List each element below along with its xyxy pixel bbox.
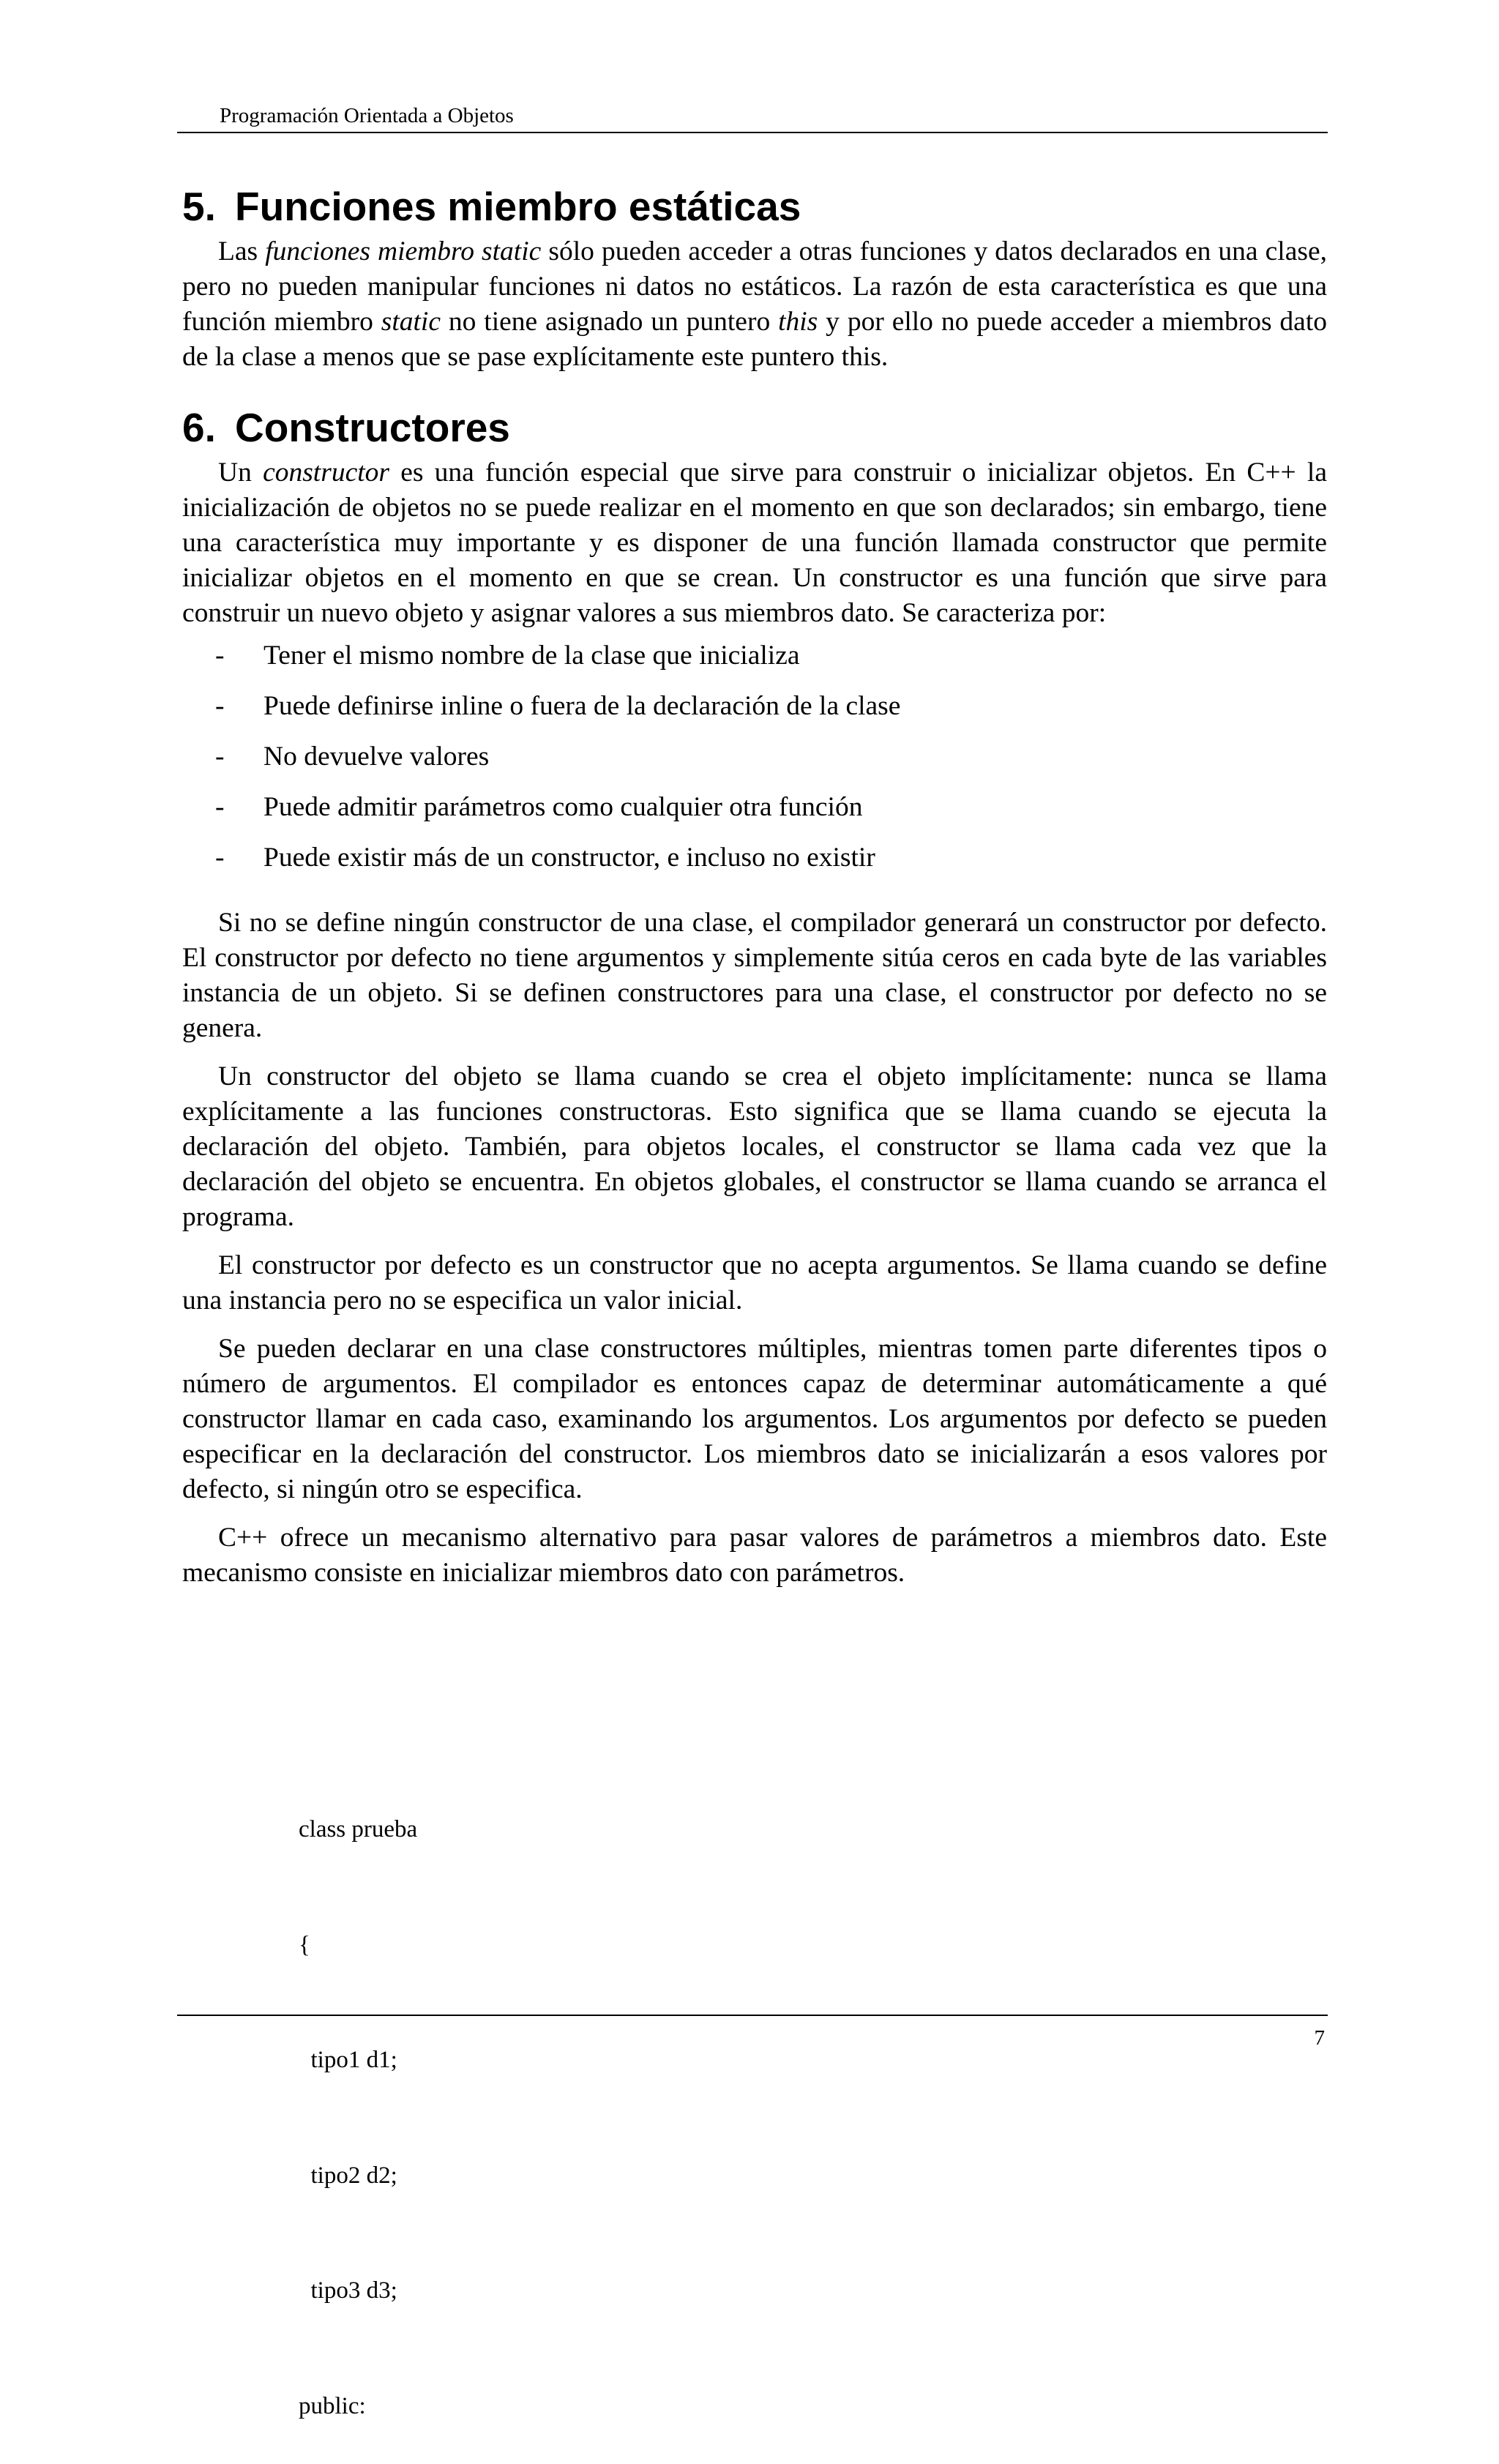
code-line: { [299,1931,310,1958]
running-header [177,102,1328,133]
list-item-text: Puede admitir parámetros como cualquier otra función [263,792,863,822]
list-item [182,638,1327,689]
body-paragraph: Si no se define ningún constructor de una clase, el compilador generará un constructor por defecto. El constructor por defecto no tiene argumentos y simplemente sitúa ceros en cada byte de las variables instancia de un objeto. Si se definen constructores para una clase, el constructor por defecto no se genera. [182,908,1327,1043]
code-line: public: [299,2392,366,2419]
page-number: 7 [1314,2026,1325,2050]
bullet-dash: - [215,792,225,822]
text-run: y por ello no puede acceder a miembros dato de la clase a menos que se pase explícitamente este puntero this. [182,307,1327,372]
list-item [182,689,1327,739]
section-5-paragraph [182,234,1327,375]
section-5-heading [182,183,1327,230]
section-6-title: Constructores [235,405,510,450]
list-item [182,840,1327,891]
emphasis-term: this [778,307,818,337]
text-run: Las [218,236,266,266]
list-item-text: Puede definirse inline o fuera de la declaración de la clase [263,691,901,721]
page-content [182,183,1327,1591]
bullet-dash: - [215,691,225,721]
text-run: es una función especial que sirve para construir o inicializar objetos. En C++ la inicialización de objetos no se puede realizar en el momento en que son declarados; sin embargo, tiene una característica muy importante y es disponer de una función llamada constructor que permite inicializar objetos en el momento en que se crean. Un constructor es una función que sirve para construir un nuevo objeto y asignar valores a sus miembros dato. Se caracteriza por: [182,458,1327,628]
bullet-dash: - [215,742,225,772]
emphasis-term: static [381,307,441,337]
text-run: sólo pueden acceder a otras funciones y datos declarados en una clase, pero no pueden manipular funciones ni datos no estáticos. La razón de esta característica es que una función miembro [182,236,1327,337]
running-title: Programación Orientada a Objetos [220,104,514,127]
body-paragraph: Un constructor del objeto se llama cuando se crea el objeto implícitamente: nunca se llama explícitamente a las funciones constructoras. Esto significa que se llama cuando se ejecuta la declaración del objeto. También, para objetos locales, el constructor se llama cada vez que la declaración del objeto se encuentra. En objetos globales, el constructor se llama cuando se arranca el programa. [182,1061,1327,1232]
code-line: tipo3 d3; [299,2277,397,2304]
running-footer [177,2015,1328,2060]
section-6-heading [182,404,1327,451]
bullet-dash: - [215,843,225,873]
emphasis-term: constructor [263,458,389,488]
section-6-intro [182,455,1327,631]
list-item [182,739,1327,790]
code-line: class prueba [299,1816,418,1843]
code-listing [299,1733,417,2464]
body-paragraph: Se pueden declarar en una clase constructores múltiples, mientras tomen parte diferentes tipos o número de argumentos. El compilador es entonces capaz de determinar automáticamente a qué constructor llamar en cada caso, examinando los argumentos. Los argumentos por defecto se pueden especificar en la declaración del constructor. Los miembros dato se inicializarán a esos valores por defecto, si ningún otro se especifica. [182,1334,1327,1504]
code-line: tipo1 d1; [299,2047,397,2073]
list-item [182,790,1327,840]
text-run: Un [218,458,263,488]
list-item-text: Puede existir más de un constructor, e incluso no existir [263,843,875,873]
constructor-features-list [182,638,1327,891]
bullet-dash: - [215,641,225,671]
body-paragraph: El constructor por defecto es un constructor que no acepta argumentos. Se llama cuando se define una instancia pero no se especifica un valor inicial. [182,1250,1327,1315]
emphasis-term: funciones miembro static [265,236,542,266]
text-run: no tiene asignado un puntero [440,307,779,337]
code-line: tipo2 d2; [299,2162,397,2189]
list-item-text: Tener el mismo nombre de la clase que inicializa [263,641,800,671]
body-paragraph: C++ ofrece un mecanismo alternativo para pasar valores de parámetros a miembros dato. Este mecanismo consiste en inicializar miembros dato con parámetros. [182,1523,1327,1588]
section-5-number: 5. [182,184,216,229]
section-6-number: 6. [182,405,216,450]
list-item-text: No devuelve valores [263,742,490,772]
section-5-title: Funciones miembro estáticas [235,184,801,229]
